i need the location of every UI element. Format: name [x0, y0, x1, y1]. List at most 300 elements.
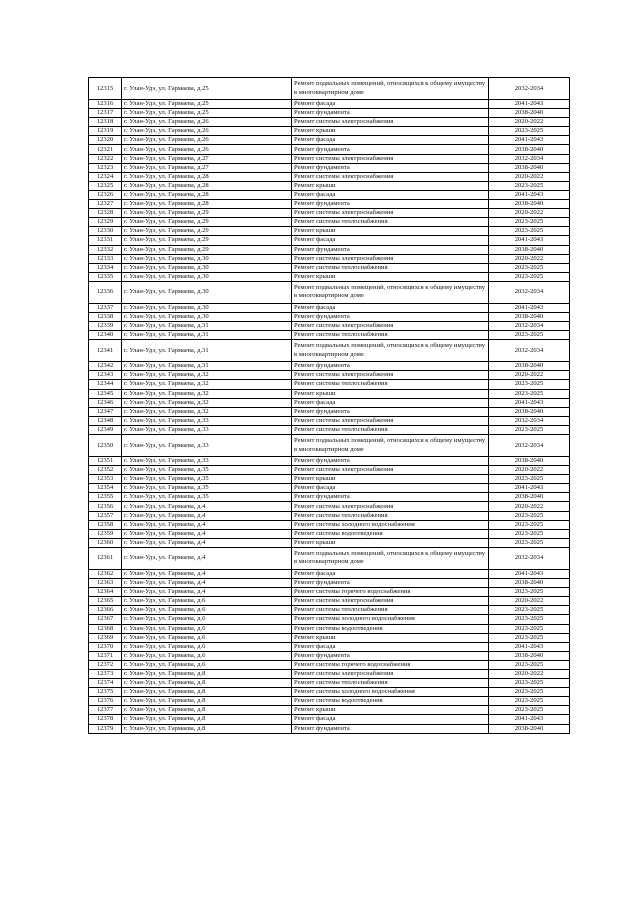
work-type-cell: Ремонт системы теплоснабжения — [292, 263, 489, 272]
work-type-cell: Ремонт системы горячего водоснабжения — [292, 660, 489, 669]
work-type-cell: Ремонт фундамента — [292, 109, 489, 118]
table-row — [89, 597, 570, 606]
row-number-cell: 12349 — [89, 425, 122, 434]
table-row — [89, 511, 570, 520]
table-row — [89, 520, 570, 529]
period-cell: 2023-2025 — [489, 475, 570, 484]
address-cell: г. Улан-Удэ, ул. Гармаева, д.26 — [122, 118, 292, 127]
period-cell: 2041-2043 — [489, 303, 570, 312]
row-number-cell: 12344 — [89, 380, 122, 389]
work-type-cell: Ремонт фундамента — [292, 145, 489, 154]
period-cell: 2038-2040 — [489, 245, 570, 254]
work-type-cell: Ремонт подвальных помещений, относящихся к общему имуществу в многоквартирном доме — [292, 78, 489, 100]
work-type-cell: Ремонт системы холодного водоснабжения — [292, 688, 489, 697]
period-cell: 2041-2043 — [489, 236, 570, 245]
row-number-cell: 12359 — [89, 529, 122, 538]
work-type-cell: Ремонт фундамента — [292, 579, 489, 588]
period-cell: 2038-2040 — [489, 651, 570, 660]
work-type-cell: Ремонт системы теплоснабжения — [292, 218, 489, 227]
address-cell: г. Улан-Удэ, ул. Гармаева, д.8 — [122, 679, 292, 688]
period-cell: 2020-2022 — [489, 172, 570, 181]
table-row — [89, 118, 570, 127]
table-row — [89, 697, 570, 706]
address-cell: г. Улан-Удэ, ул. Гармаева, д.29 — [122, 209, 292, 218]
row-number-cell: 12346 — [89, 398, 122, 407]
row-number-cell: 12370 — [89, 642, 122, 651]
table-row — [89, 466, 570, 475]
row-number-cell: 12355 — [89, 493, 122, 502]
row-number-cell: 12371 — [89, 651, 122, 660]
period-cell: 2038-2040 — [489, 200, 570, 209]
table-row — [89, 502, 570, 511]
work-type-cell: Ремонт системы электроснабжения — [292, 416, 489, 425]
row-number-cell: 12336 — [89, 281, 122, 303]
row-number-cell: 12357 — [89, 511, 122, 520]
row-number-cell: 12333 — [89, 254, 122, 263]
address-cell: г. Улан-Удэ, ул. Гармаева, д.27 — [122, 163, 292, 172]
table-row — [89, 136, 570, 145]
period-cell: 2023-2025 — [489, 181, 570, 190]
table-row — [89, 624, 570, 633]
work-type-cell: Ремонт подвальных помещений, относящихся к общему имуществу в многоквартирном доме — [292, 281, 489, 303]
address-cell: г. Улан-Удэ, ул. Гармаева, д.33 — [122, 416, 292, 425]
row-number-cell: 12315 — [89, 78, 122, 100]
row-number-cell: 12334 — [89, 263, 122, 272]
address-cell: г. Улан-Удэ, ул. Гармаева, д.33 — [122, 425, 292, 434]
address-cell: г. Улан-Удэ, ул. Гармаева, д.30 — [122, 254, 292, 263]
period-cell: 2023-2025 — [489, 660, 570, 669]
work-type-cell: Ремонт фасада — [292, 136, 489, 145]
period-cell: 2023-2025 — [489, 633, 570, 642]
table-row — [89, 380, 570, 389]
address-cell: г. Улан-Удэ, ул. Гармаева, д.8 — [122, 669, 292, 678]
work-type-cell: Ремонт системы электроснабжения — [292, 597, 489, 606]
address-cell: г. Улан-Удэ, ул. Гармаева, д.4 — [122, 511, 292, 520]
row-number-cell: 12347 — [89, 407, 122, 416]
address-cell: г. Улан-Удэ, ул. Гармаева, д.6 — [122, 660, 292, 669]
row-number-cell: 12337 — [89, 303, 122, 312]
row-number-cell: 12366 — [89, 606, 122, 615]
period-cell: 2032-2034 — [489, 547, 570, 569]
period-cell: 2038-2040 — [489, 109, 570, 118]
row-number-cell: 12362 — [89, 569, 122, 578]
work-type-cell: Ремонт системы электроснабжения — [292, 669, 489, 678]
row-number-cell: 12320 — [89, 136, 122, 145]
address-cell: г. Улан-Удэ, ул. Гармаева, д.29 — [122, 227, 292, 236]
table-row — [89, 181, 570, 190]
table-row — [89, 254, 570, 263]
table-row — [89, 218, 570, 227]
work-type-cell: Ремонт системы теплоснабжения — [292, 606, 489, 615]
work-type-cell: Ремонт крыши — [292, 633, 489, 642]
work-type-cell: Ремонт системы водоотведения — [292, 529, 489, 538]
period-cell: 2023-2025 — [489, 615, 570, 624]
row-number-cell: 12335 — [89, 272, 122, 281]
address-cell: г. Улан-Удэ, ул. Гармаева, д.29 — [122, 245, 292, 254]
period-cell: 2041-2043 — [489, 569, 570, 578]
table-row — [89, 425, 570, 434]
period-cell: 2023-2025 — [489, 706, 570, 715]
row-number-cell: 12379 — [89, 724, 122, 733]
row-number-cell: 12329 — [89, 218, 122, 227]
work-type-cell: Ремонт фундамента — [292, 407, 489, 416]
address-cell: г. Улан-Удэ, ул. Гармаева, д.31 — [122, 362, 292, 371]
row-number-cell: 12326 — [89, 190, 122, 199]
address-cell: г. Улан-Удэ, ул. Гармаева, д.33 — [122, 457, 292, 466]
row-number-cell: 12375 — [89, 688, 122, 697]
table-row — [89, 227, 570, 236]
work-type-cell: Ремонт системы холодного водоснабжения — [292, 615, 489, 624]
period-cell: 2038-2040 — [489, 457, 570, 466]
address-cell: г. Улан-Удэ, ул. Гармаева, д.8 — [122, 715, 292, 724]
table-row — [89, 362, 570, 371]
period-cell: 2038-2040 — [489, 579, 570, 588]
table-row — [89, 679, 570, 688]
table-row — [89, 331, 570, 340]
table-row — [89, 78, 570, 100]
address-cell: г. Улан-Удэ, ул. Гармаева, д.25 — [122, 100, 292, 109]
row-number-cell: 12358 — [89, 520, 122, 529]
row-number-cell: 12373 — [89, 669, 122, 678]
period-cell: 2032-2034 — [489, 281, 570, 303]
table-row — [89, 281, 570, 303]
table-row — [89, 547, 570, 569]
address-cell: г. Улан-Удэ, ул. Гармаева, д.4 — [122, 502, 292, 511]
table-row — [89, 407, 570, 416]
work-type-cell: Ремонт системы теплоснабжения — [292, 511, 489, 520]
period-cell: 2038-2040 — [489, 407, 570, 416]
work-type-cell: Ремонт подвальных помещений, относящихся к общему имуществу в многоквартирном доме — [292, 547, 489, 569]
table-row — [89, 475, 570, 484]
address-cell: г. Улан-Удэ, ул. Гармаева, д.26 — [122, 136, 292, 145]
period-cell: 2020-2022 — [489, 669, 570, 678]
work-type-cell: Ремонт подвальных помещений, относящихся к общему имуществу в многоквартирном доме — [292, 435, 489, 457]
work-type-cell: Ремонт системы электроснабжения — [292, 502, 489, 511]
table-row — [89, 615, 570, 624]
row-number-cell: 12353 — [89, 475, 122, 484]
period-cell: 2032-2034 — [489, 340, 570, 362]
period-cell: 2023-2025 — [489, 588, 570, 597]
address-cell: г. Улан-Удэ, ул. Гармаева, д.8 — [122, 697, 292, 706]
period-cell: 2023-2025 — [489, 127, 570, 136]
work-type-cell: Ремонт фасада — [292, 484, 489, 493]
address-cell: г. Улан-Удэ, ул. Гармаева, д.31 — [122, 340, 292, 362]
table-row — [89, 669, 570, 678]
table-row — [89, 263, 570, 272]
table-row — [89, 245, 570, 254]
table-row — [89, 715, 570, 724]
table-row — [89, 154, 570, 163]
work-type-cell: Ремонт системы электроснабжения — [292, 466, 489, 475]
work-type-cell: Ремонт крыши — [292, 475, 489, 484]
row-number-cell: 12321 — [89, 145, 122, 154]
work-type-cell: Ремонт фасада — [292, 236, 489, 245]
address-cell: г. Улан-Удэ, ул. Гармаева, д.4 — [122, 520, 292, 529]
address-cell: г. Улан-Удэ, ул. Гармаева, д.32 — [122, 380, 292, 389]
period-cell: 2023-2025 — [489, 529, 570, 538]
address-cell: г. Улан-Удэ, ул. Гармаева, д.4 — [122, 579, 292, 588]
table-row — [89, 606, 570, 615]
address-cell: г. Улан-Удэ, ул. Гармаева, д.6 — [122, 597, 292, 606]
work-type-cell: Ремонт фасада — [292, 303, 489, 312]
period-cell: 2038-2040 — [489, 493, 570, 502]
address-cell: г. Улан-Удэ, ул. Гармаева, д.30 — [122, 303, 292, 312]
address-cell: г. Улан-Удэ, ул. Гармаева, д.32 — [122, 371, 292, 380]
row-number-cell: 12328 — [89, 209, 122, 218]
row-number-cell: 12343 — [89, 371, 122, 380]
table-row — [89, 109, 570, 118]
row-number-cell: 12350 — [89, 435, 122, 457]
table-row — [89, 200, 570, 209]
period-cell: 2032-2034 — [489, 322, 570, 331]
work-type-cell: Ремонт фундамента — [292, 457, 489, 466]
period-cell: 2032-2034 — [489, 435, 570, 457]
address-cell: г. Улан-Удэ, ул. Гармаева, д.4 — [122, 588, 292, 597]
row-number-cell: 12360 — [89, 538, 122, 547]
table-row — [89, 633, 570, 642]
work-type-cell: Ремонт системы электроснабжения — [292, 172, 489, 181]
work-type-cell: Ремонт крыши — [292, 538, 489, 547]
address-cell: г. Улан-Удэ, ул. Гармаева, д.4 — [122, 538, 292, 547]
table-row — [89, 172, 570, 181]
period-cell: 2023-2025 — [489, 679, 570, 688]
work-type-cell: Ремонт системы теплоснабжения — [292, 679, 489, 688]
address-cell: г. Улан-Удэ, ул. Гармаева, д.6 — [122, 606, 292, 615]
table-row — [89, 529, 570, 538]
address-cell: г. Улан-Удэ, ул. Гармаева, д.31 — [122, 322, 292, 331]
address-cell: г. Улан-Удэ, ул. Гармаева, д.27 — [122, 154, 292, 163]
row-number-cell: 12363 — [89, 579, 122, 588]
work-type-cell: Ремонт фундамента — [292, 245, 489, 254]
period-cell: 2023-2025 — [489, 380, 570, 389]
row-number-cell: 12345 — [89, 389, 122, 398]
address-cell: г. Улан-Удэ, ул. Гармаева, д.8 — [122, 688, 292, 697]
period-cell: 2041-2043 — [489, 100, 570, 109]
address-cell: г. Улан-Удэ, ул. Гармаева, д.25 — [122, 109, 292, 118]
address-cell: г. Улан-Удэ, ул. Гармаева, д.30 — [122, 272, 292, 281]
period-cell: 2032-2034 — [489, 416, 570, 425]
period-cell: 2020-2022 — [489, 371, 570, 380]
table-row — [89, 416, 570, 425]
table-row — [89, 706, 570, 715]
period-cell: 2020-2022 — [489, 466, 570, 475]
row-number-cell: 12374 — [89, 679, 122, 688]
address-cell: г. Улан-Удэ, ул. Гармаева, д.32 — [122, 389, 292, 398]
row-number-cell: 12342 — [89, 362, 122, 371]
period-cell: 2038-2040 — [489, 724, 570, 733]
period-cell: 2023-2025 — [489, 425, 570, 434]
row-number-cell: 12338 — [89, 312, 122, 321]
table-row — [89, 371, 570, 380]
period-cell: 2023-2025 — [489, 511, 570, 520]
address-cell: г. Улан-Удэ, ул. Гармаева, д.35 — [122, 484, 292, 493]
work-type-cell: Ремонт фундамента — [292, 362, 489, 371]
address-cell: г. Улан-Удэ, ул. Гармаева, д.28 — [122, 181, 292, 190]
row-number-cell: 12356 — [89, 502, 122, 511]
work-type-cell: Ремонт системы горячего водоснабжения — [292, 588, 489, 597]
address-cell: г. Улан-Удэ, ул. Гармаева, д.29 — [122, 236, 292, 245]
row-number-cell: 12364 — [89, 588, 122, 597]
row-number-cell: 12378 — [89, 715, 122, 724]
work-type-cell: Ремонт крыши — [292, 706, 489, 715]
work-type-cell: Ремонт системы теплоснабжения — [292, 380, 489, 389]
address-cell: г. Улан-Удэ, ул. Гармаева, д.26 — [122, 127, 292, 136]
table-row — [89, 724, 570, 733]
table-body — [89, 78, 570, 734]
table-row — [89, 651, 570, 660]
period-cell: 2023-2025 — [489, 624, 570, 633]
row-number-cell: 12324 — [89, 172, 122, 181]
work-type-cell: Ремонт фасада — [292, 398, 489, 407]
work-type-cell: Ремонт системы холодного водоснабжения — [292, 520, 489, 529]
period-cell: 2023-2025 — [489, 538, 570, 547]
period-cell: 2038-2040 — [489, 145, 570, 154]
row-number-cell: 12330 — [89, 227, 122, 236]
address-cell: г. Улан-Удэ, ул. Гармаева, д.26 — [122, 145, 292, 154]
row-number-cell: 12367 — [89, 615, 122, 624]
period-cell: 2020-2022 — [489, 254, 570, 263]
row-number-cell: 12351 — [89, 457, 122, 466]
address-cell: г. Улан-Удэ, ул. Гармаева, д.33 — [122, 435, 292, 457]
address-cell: г. Улан-Удэ, ул. Гармаева, д.35 — [122, 493, 292, 502]
work-type-cell: Ремонт системы водоотведения — [292, 624, 489, 633]
period-cell: 2023-2025 — [489, 389, 570, 398]
address-cell: г. Улан-Удэ, ул. Гармаева, д.32 — [122, 398, 292, 407]
table-row — [89, 588, 570, 597]
period-cell: 2023-2025 — [489, 520, 570, 529]
period-cell: 2023-2025 — [489, 688, 570, 697]
period-cell: 2032-2034 — [489, 154, 570, 163]
work-schedule-table — [88, 77, 570, 734]
table-row — [89, 303, 570, 312]
table-row — [89, 236, 570, 245]
row-number-cell: 12316 — [89, 100, 122, 109]
row-number-cell: 12323 — [89, 163, 122, 172]
period-cell: 2032-2034 — [489, 78, 570, 100]
work-type-cell: Ремонт подвальных помещений, относящихся к общему имуществу в многоквартирном доме — [292, 340, 489, 362]
table-row — [89, 435, 570, 457]
address-cell: г. Улан-Удэ, ул. Гармаева, д.29 — [122, 218, 292, 227]
period-cell: 2023-2025 — [489, 272, 570, 281]
work-type-cell: Ремонт крыши — [292, 127, 489, 136]
address-cell: г. Улан-Удэ, ул. Гармаева, д.8 — [122, 724, 292, 733]
row-number-cell: 12377 — [89, 706, 122, 715]
table-row — [89, 660, 570, 669]
work-type-cell: Ремонт фундамента — [292, 651, 489, 660]
address-cell: г. Улан-Удэ, ул. Гармаева, д.6 — [122, 615, 292, 624]
row-number-cell: 12365 — [89, 597, 122, 606]
row-number-cell: 12354 — [89, 484, 122, 493]
table-row — [89, 493, 570, 502]
table-row — [89, 389, 570, 398]
work-type-cell: Ремонт фундамента — [292, 724, 489, 733]
work-type-cell: Ремонт системы электроснабжения — [292, 254, 489, 263]
table-row — [89, 127, 570, 136]
address-cell: г. Улан-Удэ, ул. Гармаева, д.28 — [122, 172, 292, 181]
table-row — [89, 209, 570, 218]
work-type-cell: Ремонт фасада — [292, 642, 489, 651]
row-number-cell: 12331 — [89, 236, 122, 245]
table-row — [89, 272, 570, 281]
row-number-cell: 12341 — [89, 340, 122, 362]
address-cell: г. Улан-Удэ, ул. Гармаева, д.30 — [122, 281, 292, 303]
period-cell: 2020-2022 — [489, 209, 570, 218]
table-row — [89, 145, 570, 154]
address-cell: г. Улан-Удэ, ул. Гармаева, д.4 — [122, 547, 292, 569]
work-type-cell: Ремонт фасада — [292, 190, 489, 199]
period-cell: 2023-2025 — [489, 227, 570, 236]
work-type-cell: Ремонт фасада — [292, 569, 489, 578]
address-cell: г. Улан-Удэ, ул. Гармаева, д.6 — [122, 642, 292, 651]
address-cell: г. Улан-Удэ, ул. Гармаева, д.35 — [122, 466, 292, 475]
work-type-cell: Ремонт крыши — [292, 227, 489, 236]
row-number-cell: 12325 — [89, 181, 122, 190]
period-cell: 2041-2043 — [489, 484, 570, 493]
period-cell: 2041-2043 — [489, 136, 570, 145]
address-cell: г. Улан-Удэ, ул. Гармаева, д.4 — [122, 569, 292, 578]
row-number-cell: 12372 — [89, 660, 122, 669]
address-cell: г. Улан-Удэ, ул. Гармаева, д.6 — [122, 633, 292, 642]
work-type-cell: Ремонт крыши — [292, 389, 489, 398]
address-cell: г. Улан-Удэ, ул. Гармаева, д.8 — [122, 706, 292, 715]
address-cell: г. Улан-Удэ, ул. Гармаева, д.6 — [122, 624, 292, 633]
row-number-cell: 12327 — [89, 200, 122, 209]
address-cell: г. Улан-Удэ, ул. Гармаева, д.31 — [122, 331, 292, 340]
table-row — [89, 579, 570, 588]
period-cell: 2023-2025 — [489, 331, 570, 340]
row-number-cell: 12361 — [89, 547, 122, 569]
row-number-cell: 12376 — [89, 697, 122, 706]
work-type-cell: Ремонт системы электроснабжения — [292, 209, 489, 218]
work-type-cell: Ремонт системы электроснабжения — [292, 154, 489, 163]
address-cell: г. Улан-Удэ, ул. Гармаева, д.30 — [122, 312, 292, 321]
work-type-cell: Ремонт фундамента — [292, 493, 489, 502]
period-cell: 2020-2022 — [489, 597, 570, 606]
address-cell: г. Улан-Удэ, ул. Гармаева, д.28 — [122, 190, 292, 199]
row-number-cell: 12317 — [89, 109, 122, 118]
row-number-cell: 12319 — [89, 127, 122, 136]
period-cell: 2041-2043 — [489, 398, 570, 407]
work-type-cell: Ремонт системы теплоснабжения — [292, 331, 489, 340]
period-cell: 2020-2022 — [489, 118, 570, 127]
table-row — [89, 100, 570, 109]
work-type-cell: Ремонт фундамента — [292, 200, 489, 209]
address-cell: г. Улан-Удэ, ул. Гармаева, д.30 — [122, 263, 292, 272]
table-row — [89, 398, 570, 407]
address-cell: г. Улан-Удэ, ул. Гармаева, д.4 — [122, 529, 292, 538]
period-cell: 2023-2025 — [489, 606, 570, 615]
table-row — [89, 312, 570, 321]
row-number-cell: 12368 — [89, 624, 122, 633]
work-type-cell: Ремонт системы электроснабжения — [292, 371, 489, 380]
address-cell: г. Улан-Удэ, ул. Гармаева, д.28 — [122, 200, 292, 209]
period-cell: 2038-2040 — [489, 362, 570, 371]
work-type-cell: Ремонт системы электроснабжения — [292, 118, 489, 127]
work-type-cell: Ремонт системы водоотведения — [292, 697, 489, 706]
work-type-cell: Ремонт крыши — [292, 181, 489, 190]
row-number-cell: 12339 — [89, 322, 122, 331]
period-cell: 2038-2040 — [489, 163, 570, 172]
row-number-cell: 12352 — [89, 466, 122, 475]
table-row — [89, 538, 570, 547]
work-type-cell: Ремонт фасада — [292, 715, 489, 724]
table-row — [89, 163, 570, 172]
row-number-cell: 12340 — [89, 331, 122, 340]
period-cell: 2041-2043 — [489, 642, 570, 651]
table-row — [89, 642, 570, 651]
address-cell: г. Улан-Удэ, ул. Гармаева, д.35 — [122, 475, 292, 484]
period-cell: 2038-2040 — [489, 312, 570, 321]
